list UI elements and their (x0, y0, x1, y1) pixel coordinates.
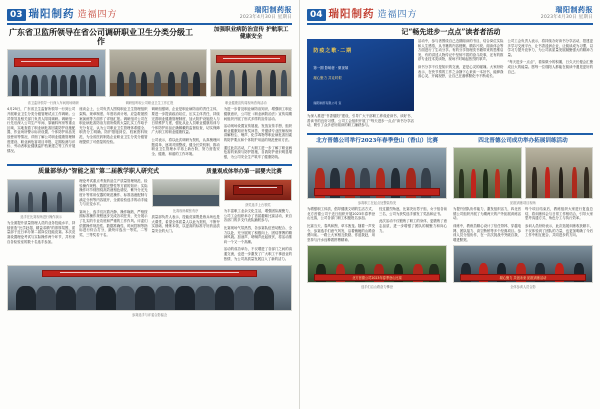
section-divider (307, 133, 593, 135)
lead-caption-3: 职业健康宣传周现场咨询活动 (225, 101, 267, 106)
side-paragraph-1: 为进一步普及职业病防治知识，增强职工职业健康意识，公司在《职业病防治法》宣传周期间组织开展了形式多样的宣传活动。 (223, 107, 292, 121)
second-paragraph-5: 为丰富职工业余文化生活，增强团队凝聚力，公司工会组织举办了首届趣味比赛活动，来自各部门的多支代表队踊跃参与。 (223, 209, 292, 223)
lead-col-1 (7, 107, 75, 159)
second-headline-right: 质量观成体举办第一届婴夫比赛 (206, 169, 282, 176)
lead-paragraph-4: 公司表示，将以此次调研为契机，认真梳理问题清单，逐项对照整改，健全长效机制，推动职业卫生管理水平再上新台阶，努力营造安全、健康、和谐的工作环境。 (151, 137, 220, 156)
second-caption-1: 选手在比赛现场进行操作演示 (20, 215, 62, 220)
masthead-title: 瑞阳制药 (328, 8, 375, 20)
masthead-left-group (7, 6, 118, 21)
second-col-1 (7, 179, 75, 261)
bottom-left-headline: 北方晋德公司举行2023年春季登山（香山）比赛 (316, 137, 438, 144)
second-photo-1 (7, 179, 75, 213)
masthead-date: 2023年4月30日 星期日 (239, 14, 292, 20)
bottom-left-story (307, 147, 447, 289)
second-paragraph-4: 质量部负责人表示，技能竞赛既是练兵场也是大课堂，希望全体质量人以此为契机，不断夯实基础、锤炼本领，以更高的标准守好药品质量安全的大门。 (151, 215, 220, 233)
side-paragraph-3: 通过此次活动，广大职工进一步了解了职业病危害的来源与防护措施，自我防护意识明显增强，为公司安全生产筑牢了健康防线。 (223, 145, 292, 159)
poster-subtitle-2: 凝心聚力 共克时艰 (313, 76, 342, 81)
br-col-1 (453, 207, 521, 242)
masthead-date: 2023年4月30日 星期日 (540, 14, 593, 20)
lead-col-3 (152, 107, 220, 159)
lead-captions-row (7, 99, 292, 105)
lead-caption-2: 调研组听取公司职业卫生工作汇报 (125, 101, 174, 106)
bottom-headline-row (307, 138, 593, 144)
second-paragraph-3: 赛场上，选手们沉着冷静、操作娴熟，严格按照标准操作规程逐步完成各项任务，充分展示了扎实的专业功底和严谨的工作作风。评委们依据操作规范性、数据准确性、时间控制等指标进行综合打分，最终评选出一等奖、二等奖、三等奖若干名。 (79, 209, 148, 237)
bl-col-1 (307, 207, 375, 242)
second-content-row (7, 179, 292, 261)
second-photo-3 (224, 179, 292, 201)
lead-photo-strip (7, 49, 292, 97)
page-number-badge: 04 (307, 9, 326, 21)
feature-paragraph-5: “每天进步一点点”，看似微小的积累，日久天长便会汇聚成巨大的能量。愿每一位瑞阳人都能在阅读中遇见更好的自己。 (507, 60, 593, 74)
right-masthead (307, 6, 593, 25)
poster-subtitle-1: 第一期 影响者 · 微视频 (313, 66, 349, 71)
lead-paragraph-3: 调研组强调，企业是职业病防治的责任主体，要进一步提高政治站位，压实主体责任，持续完善职业健康管理制度，加大防护设施投入与日常维护力度，强化从业人员职业健康培训与个体防护用品正确佩戴的监督检查，切实保障广大职工的职业健康权益。 (151, 107, 220, 135)
bottom-stories-row (307, 147, 593, 289)
bottom-right-headline: 四北晋德公司成功举办拓展训练活动 (478, 137, 568, 144)
photo-figures (8, 75, 105, 96)
lead-headline: 广东省卫监所领导在省公司调研职业卫生分类分级工作 (9, 27, 194, 47)
masthead-brand: 瑞阳制药报 (254, 5, 292, 14)
bottom-right-banner-text: 凝心聚力 共创未来 拓展训练活动 (499, 276, 547, 281)
second-col-2 (79, 179, 147, 261)
masthead-brand: 瑞阳制药报 (555, 5, 593, 14)
feature-col-2 (418, 39, 504, 128)
bottom-right-caption-1: 拓展训练项目现场 (510, 201, 536, 206)
right-page (300, 0, 600, 409)
bottom-left-photo-2 (307, 245, 447, 283)
feature-headline: 记“畅先进步一点点”读者者活动 (401, 27, 501, 36)
second-paragraph-2: 理论考试重点考查药品生产质量管理规范、检验操作规程、数据完整性等方面的知识；实际操作环节则围绕高效液相色谱仪、紫外分光光度计等常用仪器的规范操作、标准溶液配制与滴定分析等内容展开，全面检验选手的动手能力与应变水平。 (79, 179, 148, 207)
feature-paragraph-2: 活动中，参与者围绕自己近期阅读的书目，结合岗位实际和人生感悟，从书籍的内容梗概、精彩片段、阅读体会等方面进行了生动分享。有的分享管理类书籍带来的思维启发，有的讲述人物传记中坚韧不拔的奋斗故事，还有的推荐专业技术类读物，现场不时响起热烈的掌声。 (417, 39, 504, 62)
second-caption-2: 比赛现场紧张有序 (172, 209, 199, 214)
masthead-right-group (240, 7, 292, 21)
poster-footer: 瑞阳制药有限公司 宣 (313, 101, 342, 106)
lead-body-columns (7, 107, 292, 159)
br-paragraph-2: 训练中，教练员精心设计了信任背摔、穿越电网、团队接力、高空断桥等多个经典项目。参训人员分组协作，在一次次挑战中突破自我、增进默契。 (453, 224, 521, 242)
masthead-right-group (541, 7, 593, 21)
br-paragraph-1: 为提升团队协作能力，激发组织活力，四北晋德公司组织开展了为期两天的户外拓展训练活动。 (453, 207, 521, 221)
masthead-subtitle: 造福四方 (77, 10, 118, 20)
poster-art (307, 39, 414, 111)
lead-col-2 (79, 107, 147, 159)
second-paragraph-1: 为全面提升质量管理人员的业务技能水平，持续营造“比学赶超、精益求精”的浓厚氛围，质量部于近日举办第二届岗位技能竞赛。本次竞赛设置理论考试与实际操作两个环节，共有来自各检验室的数十名选手参加。 (7, 221, 76, 244)
group-photo (7, 265, 292, 311)
feature-poster (307, 39, 414, 111)
photo-figures (110, 72, 207, 96)
feature-paragraph-1: 为深入推进“书香瑞阳”建设，引导广大干部职工养成爱读书、读好书、善读书的良好习惯，公司工会组织开展了“每天进步一点点”读书分享活动，吸引了众多爱好阅读的职工踊跃参与。 (307, 114, 414, 128)
bl-paragraph-4: 此次活动不仅锻炼了职工的身体，更磨炼了意志品质，进一步增强了团队的凝聚力和向心力。 (379, 219, 447, 233)
photo-figures (211, 70, 291, 97)
bl-col-2 (379, 207, 447, 242)
bottom-left-banner-text: 北方晋德公司2023年春季登山比赛 (352, 276, 402, 281)
second-headline-left: 质量部举办“智能之星”第二届教学职人研究式 (38, 168, 159, 176)
lead-photo-2 (109, 49, 208, 97)
bottom-right-photo-row (453, 147, 593, 199)
lead-photo-1-wrap (7, 49, 106, 97)
br-paragraph-3: 每个项目结束后，教练组织大家进行复盘总结，将训练体会与日常工作相结合，引导大家思考沟通方式、角色分工与执行效率。 (525, 207, 593, 221)
lead-photo-3 (210, 49, 292, 97)
feature-poster-col (307, 39, 414, 128)
second-photo-2 (152, 179, 220, 207)
br-paragraph-4: 参训人员纷纷表示，此次拓展训练收获颇丰，不仅体验到了团队的力量，也更加明确了今后工作中相互配合、共同进步的方向。 (525, 224, 593, 238)
bottom-left-photo-1 (307, 147, 447, 199)
second-col-4 (224, 179, 292, 261)
bl-paragraph-2: 比赛当天，春风和煦、草木葱茏。随着一声发令，参赛选手们意气风发，沿着蜿蜒的山路奋勇向前。一路上大家相互鼓励、你追我赶，用坚持与汗水诠释着拼搏精神。 (307, 224, 375, 242)
page-number-badge: 03 (7, 9, 26, 21)
feature-paragraph-3: 读书分享不仅是知识的交流，更是心灵的碰撞。大家纷纷表示，在快节奏的工作之余静下心来读一本好书，能够涤荡心灵、开阔视野，让自己在潜移默化中不断成长。 (417, 65, 504, 79)
second-col-3 (152, 179, 220, 261)
feature-col-3 (507, 39, 593, 128)
left-masthead (7, 6, 292, 25)
group-photo-caption: 参赛选手与评委合影留念 (131, 313, 168, 318)
masthead-title: 瑞阳制药 (28, 8, 75, 20)
masthead-left-group (307, 6, 418, 21)
bottom-right-photo-1 (453, 147, 522, 199)
section-divider (7, 164, 292, 166)
photo-banner (314, 188, 441, 197)
br-col-2 (525, 207, 593, 242)
feature-row (307, 39, 593, 128)
bottom-left-caption-1: 参赛职工在起点处整装待发 (357, 201, 397, 206)
bl-paragraph-1: 为增强职工体质，倡导健康文明的生活方式，北方晋德公司于近日组织开展2023年春季登山比赛，公司各部门职工积极报名参加。 (307, 207, 375, 221)
lead-paragraph-1: 4月25日，广东省卫生监督所领导一行到公司开展职业卫生分类分级管理试点工作调研。公司领导及相关部门负责人陪同调研。调研组一行先后深入公司生产车间、原辅料库房等重点区域，实地查看了职业病危害因素防护设施配置、作业场所警示标识设置、个体防护用品发放使用等情况，详细了解公司职业健康管理制度建设、职业病危害项目申报、定期检测与评价、劳动者职业健康监护档案建立等工作开展情况。 (7, 107, 76, 153)
bottom-left-caption-2: 选手们沿山路奋力攀登 (361, 285, 393, 290)
lead-photo-1 (7, 49, 106, 97)
second-headline-row (7, 169, 292, 176)
side-paragraph-2: 活动现场设置宣传展板、发放宣传手册，组织职业健康知识有奖问答，并邀请专业医师现场讲解粉尘、噪声、化学毒物等职业病危害因素的防护要点和个体防护用品的规范使用方法。 (223, 124, 292, 142)
lead-side-headline: 加强职业病防治宣传 护航职工健康安全 (213, 27, 289, 40)
lead-paragraph-2: 座谈会上，公司负责人围绕职业卫生管理组织架构、规章制度、年度培训计划、应急救援预案演练等方面作了详细汇报。调研组对公司在职业病危害防治方面所做的大量扎实工作给予充分肯定，认为公司职业卫生管理体系健全、职责分工明确、防护措施到位、档案资料规范，为全省医药制造企业职业卫生分类分级管理提供了可借鉴的经验。 (79, 107, 148, 144)
lead-caption-1: 省卫监所领导一行深入车间现场调研 (27, 101, 79, 106)
second-caption-3: 获奖选手上台领奖 (245, 203, 271, 208)
lead-photo-3-wrap (210, 49, 292, 97)
bottom-right-photo-3 (453, 245, 593, 283)
bottom-left-text (307, 207, 447, 242)
lead-photo-2-wrap (109, 49, 208, 97)
bottom-right-text (453, 207, 593, 242)
lead-side-col (224, 107, 292, 159)
second-paragraph-7: 活动的成功举办，不仅增进了各部门之间的沟通交流，也进一步激发了广大职工干事创业的热情，为公司高质量发展注入了新的活力。 (223, 247, 292, 261)
bottom-right-photo-2 (525, 147, 594, 199)
bl-paragraph-3: 经过激烈角逐，比赛决出男子组、女子组各前三名，公司为获奖选手颁发了奖品和证书。 (379, 207, 447, 216)
poster-title: 防疫之歌·二期 (313, 47, 353, 54)
bottom-right-story (453, 147, 593, 289)
second-paragraph-6: 比赛现场气氛热烈，各参赛队伍密切配合、全力以赴，充分展现了积极向上、团结拼搏的精神风貌。加油声、呐喊声此起彼伏，将活动推向一个又一个高潮。 (223, 225, 292, 244)
bottom-right-caption-2: 全体参训人员合影 (510, 285, 536, 290)
feature-paragraph-4: 公司工会负责人表示，将持续办好读书分享活动，搭建更多学习交流平台，让书香浸润企业，让阅读成为习惯，以学习力提升竞争力，为公司高质量发展凝聚强大的精神力量。 (507, 39, 593, 57)
masthead-subtitle: 造福四方 (377, 10, 418, 20)
